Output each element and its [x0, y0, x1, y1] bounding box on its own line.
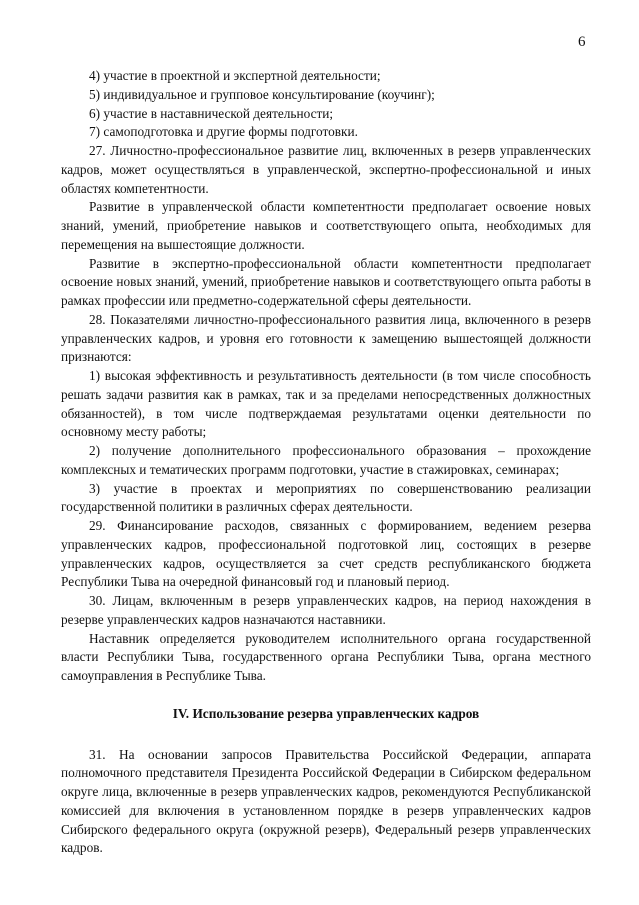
list-item: 4) участие в проектной и экспертной деятельности; [89, 68, 381, 83]
paragraph-28: 28. Показателями личностно-профессионального развития лица, включенного в резерв управленческих кадров, и уровня его готовности к замещению вышестоящей должности признаются: [61, 311, 591, 365]
list-item: 6) участие в наставнической деятельности; [89, 105, 334, 121]
paragraph-management-development: Развитие в управленческой области компетентности предполагает освоение новых знаний, умений, приобретение навыков и соответствующего опыта, необходимых для перемещения на вышестоящие должности. [61, 199, 591, 252]
list-item: 1) высокая эффективность и результативность деятельности (в том числе способность решать задачи развития как в рамках, так и за пределами непосредственных должностных обязанностей), в том числе подтверждаемая результатами оценки деятельности по основному месту работы; [61, 368, 591, 440]
paragraph-expert-development: Развитие в экспертно-профессиональной области компетентности предполагает освоение новых знаний, умений, приобретение навыков и соответствующего опыта работы в рамках профессии или предметно-содержательной сферы деятельности. [61, 255, 591, 308]
paragraph-30: 30. Лицам, включенным в резерв управленческих кадров, на период нахождения в резерве управленческих кадров назначаются наставники. [61, 593, 591, 627]
list-item: 3) участие в проектах и мероприятиях по совершенствованию реализации государственной политики в различных сферах деятельности. [61, 480, 591, 515]
paragraph-27: 27. Личностно-профессиональное развитие лиц, включенных в резерв управленческих кадров, может осуществляться в управленческой, экспертно-профессиональной и иных областях компетентности. [61, 143, 591, 196]
paragraph-29: 29. Финансирование расходов, связанных с формированием, ведением резерва управленческих кадров, профессиональной подготовкой лиц, состоящих в резерве управленческих кадров, осуществляется за счет средств республиканского бюджета Республики Тыва на очередной финансовый год и плановый период. [61, 518, 591, 590]
list-item: 2) получение дополнительного профессионального образования – прохождение комплексных и тематических программ подготовки, участие в стажировках, семинарах; [61, 443, 591, 477]
list-item: 5) индивидуальное и групповое консультирование (коучинг); [89, 86, 435, 102]
section-title: IV. Использование резерва управленческих кадров [172, 705, 480, 721]
list-item: 7) самоподготовка и другие формы подготовки. [89, 124, 358, 140]
paragraph-31: 31. На основании запросов Правительства Российской Федерации, аппарата полномочного представителя Президента Российской Федерации в Сибирском федеральном округе лица, включенные в резерв управленческих кадров, рекомендуются Республиканской комиссией для включения в установленном порядке в резерв управленческих кадров Сибирского федерального округа (окружной резерв), Федеральный резерв управленческих кадров. [61, 746, 591, 856]
page-number: 6 [578, 34, 586, 50]
paragraph-mentor: Наставник определяется руководителем исполнительного органа государственной власти Республики Тыва, государственного органа Республики Тыва, органа местного самоуправления в Республике Тыва. [61, 630, 591, 683]
document-body [61, 67, 591, 858]
